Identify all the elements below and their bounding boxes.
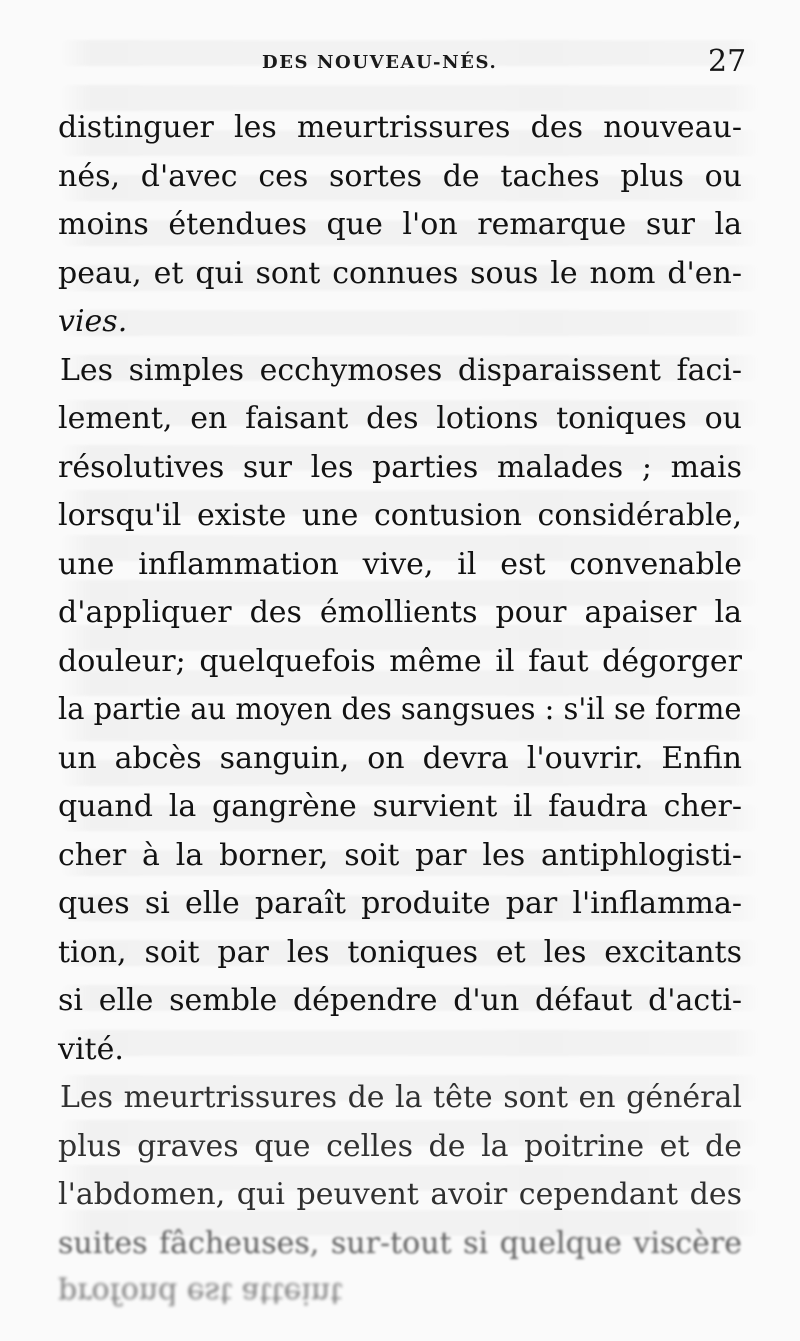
text-line: suites fâcheuses, sur-tout si quelque viscère xyxy=(58,1225,742,1261)
text-line: résolutives sur les parties malades ; mais xyxy=(58,449,742,485)
text-line: quand la gangrène survient il faudra cher- xyxy=(58,789,742,824)
running-head: DES NOUVEAU-NÉS. xyxy=(262,52,498,73)
text-line: vité. xyxy=(58,1031,124,1067)
text-line xyxy=(58,298,742,347)
text-line: distinguer les meurtrissures des nouveau- xyxy=(58,110,742,145)
paragraph-2 xyxy=(58,347,742,1075)
text-line: profond est atteint xyxy=(58,1275,343,1311)
text-line: cher à la borner, soit par les antiphlogisti- xyxy=(58,837,742,873)
paragraph-3 xyxy=(58,1074,742,1317)
text-line: lement, en faisant des lotions toniques ou xyxy=(58,401,742,436)
text-line: plus graves que celles de la poitrine et de xyxy=(58,1128,742,1164)
text-line: ques si elle paraît produite par l'inflamma- xyxy=(58,886,742,921)
text-line: l'abdomen, qui peuvent avoir cependant des xyxy=(58,1177,742,1212)
text-line: nés, d'avec ces sortes de taches plus ou xyxy=(58,158,742,194)
paragraph-1 xyxy=(58,104,742,347)
text-line: la partie au moyen des sangsues : s'il se forme xyxy=(58,692,742,727)
text-line: lorsqu'il existe une contusion considérable, xyxy=(58,498,742,533)
text-line: d'appliquer des émollients pour apaiser la xyxy=(58,595,742,630)
text-line: peau, et qui sont connues sous le nom d'en- xyxy=(58,255,742,291)
text-line: tion, soit par les toniques et les excitants xyxy=(58,934,742,970)
text-line: moins étendues que l'on remarque sur la xyxy=(58,207,742,242)
body-text xyxy=(58,104,742,1317)
text-line: si elle semble dépendre d'un défaut d'acti- xyxy=(58,983,742,1018)
page-header xyxy=(0,44,800,84)
text-line: Les simples ecchymoses disparaissent faci- xyxy=(60,352,742,388)
italic-word: vies. xyxy=(58,304,128,339)
text-line: Les meurtrissures de la tête sont en général xyxy=(60,1080,742,1115)
page-number: 27 xyxy=(708,44,747,79)
text-line: une inflammation vive, il est convenable xyxy=(58,546,742,582)
text-line: un abcès sanguin, on devra l'ouvrir. Enfin xyxy=(58,740,742,776)
text-line: douleur; quelquefois même il faut dégorger xyxy=(58,643,742,679)
